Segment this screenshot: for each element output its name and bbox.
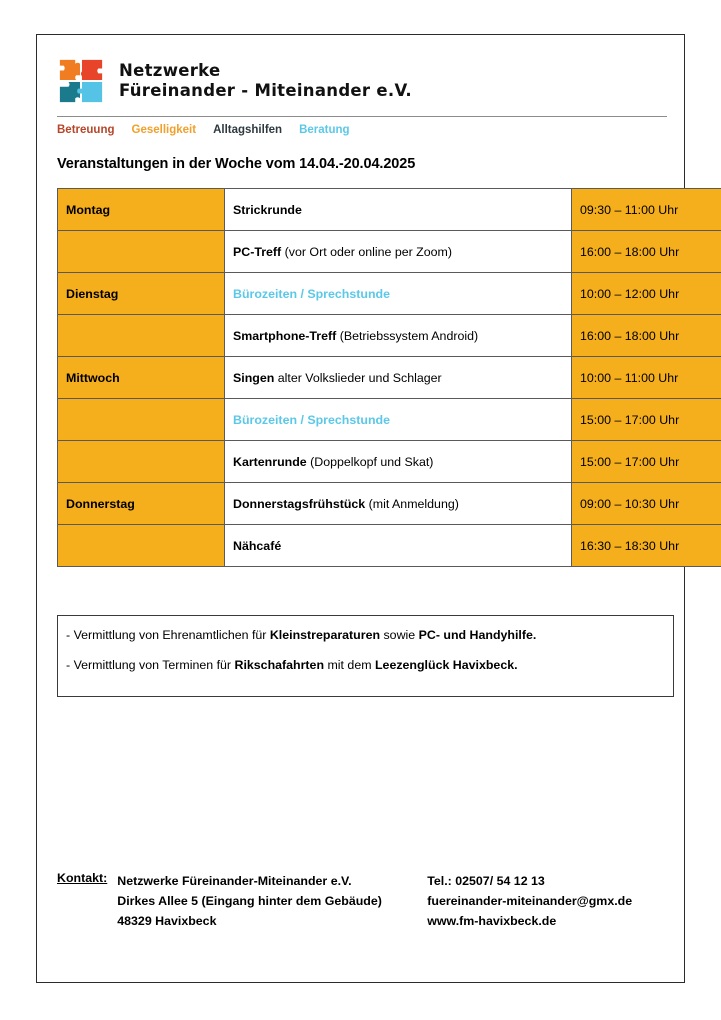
cell-event xyxy=(225,525,572,567)
nav-item-betreuung[interactable]: Betreuung xyxy=(57,124,115,136)
contact-address-line: 48329 Havixbeck xyxy=(117,914,217,929)
service-highlight: Rikschafahrten xyxy=(234,658,325,672)
table-row xyxy=(58,483,721,525)
service-line xyxy=(66,628,663,642)
contact-address xyxy=(117,871,427,931)
contact-address-line: Dirkes Allee 5 (Eingang hinter dem Gebäude) xyxy=(117,894,382,909)
cell-time: 15:00 – 17:00 Uhr xyxy=(572,441,721,483)
event-detail: (Doppelkopf und Skat) xyxy=(306,454,434,469)
event-name: Singen xyxy=(233,370,275,385)
event-office-hours: Bürozeiten / Sprechstunde xyxy=(233,286,390,301)
schedule-table xyxy=(57,188,721,567)
cell-day: Dienstag xyxy=(58,273,225,315)
service-highlight: Leezenglück Havixbeck. xyxy=(374,658,518,672)
cell-day xyxy=(58,231,225,273)
service-text: - Vermittlung von Terminen für xyxy=(66,658,235,672)
contact-phone: Tel.: 02507/ 54 12 13 xyxy=(427,874,545,888)
cell-time: 10:00 – 12:00 Uhr xyxy=(572,273,721,315)
cell-time: 10:00 – 11:00 Uhr xyxy=(572,357,721,399)
cell-day xyxy=(58,315,225,357)
event-detail: (mit Anmeldung) xyxy=(365,496,459,511)
schedule-table-wrap xyxy=(57,188,680,567)
table-row xyxy=(58,357,721,399)
cell-day xyxy=(58,525,225,567)
cell-event xyxy=(225,273,572,315)
event-name: PC-Treff xyxy=(233,244,282,259)
nav-item-geselligkeit[interactable]: Geselligkeit xyxy=(131,124,197,136)
brand-text xyxy=(119,61,412,101)
event-name: Kartenrunde xyxy=(233,454,307,469)
event-name: Donnerstagsfrühstück xyxy=(233,496,366,511)
cell-time: 09:00 – 10:30 Uhr xyxy=(572,483,721,525)
brand-line-2: Füreinander - Miteinander e.V. xyxy=(119,81,412,100)
page-title: Veranstaltungen in der Woche vom 14.04.-20.04.2025 xyxy=(57,156,416,172)
contact-details xyxy=(427,871,632,931)
brand-line-1: Netzwerke xyxy=(119,61,221,81)
service-text: - Vermittlung von Ehrenamtlichen für xyxy=(66,628,270,642)
cell-day: Mittwoch xyxy=(58,357,225,399)
header-divider xyxy=(57,116,667,117)
cell-day xyxy=(58,441,225,483)
cell-time: 16:30 – 18:30 Uhr xyxy=(572,525,721,567)
services-box xyxy=(57,615,674,697)
table-row xyxy=(58,231,721,273)
cell-time: 16:00 – 18:00 Uhr xyxy=(572,231,721,273)
table-row xyxy=(58,399,721,441)
cell-day: Montag xyxy=(58,189,225,231)
contact-label: Kontakt: xyxy=(57,871,108,885)
contact-address-line: Netzwerke Füreinander-Miteinander e.V. xyxy=(117,874,352,888)
cell-event xyxy=(225,189,572,231)
page-sheet xyxy=(36,34,685,983)
cell-time: 09:30 – 11:00 Uhr xyxy=(572,189,721,231)
cell-event xyxy=(225,315,572,357)
contact-email[interactable]: fuereinander-miteinander@gmx.de xyxy=(427,894,633,909)
service-line xyxy=(66,658,663,672)
contact-website[interactable]: www.fm-havixbeck.de xyxy=(427,914,557,929)
service-nav xyxy=(57,124,668,136)
contact-block xyxy=(57,871,632,931)
cell-event xyxy=(225,483,572,525)
table-row xyxy=(58,189,721,231)
page-content xyxy=(57,53,680,697)
cell-event xyxy=(225,231,572,273)
event-name: Nähcafé xyxy=(233,538,282,553)
table-row xyxy=(58,315,721,357)
service-text: sowie xyxy=(380,628,419,642)
cell-event xyxy=(225,399,572,441)
cell-day: Donnerstag xyxy=(58,483,225,525)
cell-time: 15:00 – 17:00 Uhr xyxy=(572,399,721,441)
event-detail: (vor Ort oder online per Zoom) xyxy=(281,244,452,259)
service-text: mit dem xyxy=(324,658,375,672)
nav-item-beratung[interactable]: Beratung xyxy=(299,124,350,136)
event-name: Strickrunde xyxy=(233,202,302,217)
service-highlight: Kleinstreparaturen xyxy=(269,628,381,642)
puzzle-icon xyxy=(57,57,105,105)
table-row xyxy=(58,273,721,315)
nav-item-alltagshilfen[interactable]: Alltagshilfen xyxy=(213,124,283,136)
table-row xyxy=(58,525,721,567)
brand-header xyxy=(57,53,668,109)
event-detail: (Betriebssystem Android) xyxy=(336,328,479,343)
event-detail: alter Volkslieder und Schlager xyxy=(274,370,442,385)
cell-event xyxy=(225,357,572,399)
table-row xyxy=(58,441,721,483)
cell-time: 16:00 – 18:00 Uhr xyxy=(572,315,721,357)
cell-day xyxy=(58,399,225,441)
schedule-body xyxy=(58,189,721,567)
service-highlight: PC- und Handyhilfe. xyxy=(418,628,537,642)
event-name: Smartphone-Treff xyxy=(233,328,337,343)
cell-event xyxy=(225,441,572,483)
event-office-hours: Bürozeiten / Sprechstunde xyxy=(233,412,390,427)
